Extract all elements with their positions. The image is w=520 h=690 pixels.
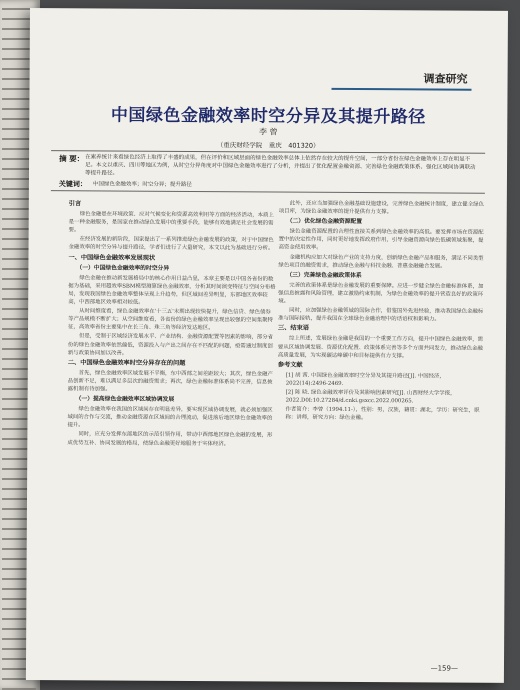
body-paragraph: 完善的政策体系是绿色金融发展的重要保障。应进一步健全绿色金融标准体系，加强信息披露和风险管理，建立激励约束机制，为绿色金融效率的提升营造良好的政策环境。 [278,282,484,305]
body-paragraph: 绿色金融资源配置的合理性直接关系到绿色金融效率的高低。要发挥市场在资源配置中的决定性作用，同时更好地发挥政府作用，引导金融资源向绿色低碳领域集聚，提高资金使用效率。 [278,228,484,252]
abstract-text: 在素养统计来看绿色经济上取得了丰盛的成果，但在评价和区域层面的绿色金融效率总体上依然存在较大的提升空间，一部分省份在绿色金融效率上存在明显不足。本文以重庆、四川等地区为例，从时空分异角度对中国绿色金融效率进行了分析，并提出了优化配置金融资源、完善绿色金融政策体系、强化区域间协调联动等提升路径。 [84,154,476,177]
body-paragraph: 从时间维度看，绿色金融效率在'十三五'末期出现较快提升，绿色信贷、绿色债券等产品规模不断扩大；从空间维度看，各省份的绿色金融效率呈现出较强的空间集聚特征，高效率省份主要集中在长三角、珠三角等经济发达地区。 [68,308,273,332]
body-paragraph: 首先，绿色金融效率区域发展不平衡，东中西部之间差距较大；其次，绿色金融产品创新不足，难以满足多层次的融资需求；再次，绿色金融标准体系尚不完善，信息披露机制有待加强。 [67,370,273,393]
body-paragraph: 此外，还应当加强绿色金融基础设施建设，完善绿色金融统计制度，建立健全绿色项目库，为绿色金融效率的提升提供有力支撑。 [278,200,484,216]
body-paragraph: 同时，应加强绿色金融领域的国际合作，借鉴国外先进经验，推动我国绿色金融标准与国际接轨，提升我国在全球绿色金融治理中的话语权和影响力。 [278,307,484,323]
body-paragraph: 在经济发展的新阶段，国家提出了一系列推进绿色金融发展的政策，对于中国绿色金融效率的时空分异与提升路径，学者们进行了大量研究，本文以此为基础进行分析。 [68,236,274,252]
keywords-text: 中国绿色金融效率；时空分异；提升路径 [92,181,192,188]
body-paragraph: 金融机构应加大对绿色产业的支持力度，创新绿色金融产品和服务，满足不同类型绿色项目的融资需求，推动绿色金融与科技金融、普惠金融融合发展。 [278,254,484,270]
subsection-heading: （一）中国绿色金融效率的时空分异 [76,264,170,272]
section-tag: 调查研究 [423,72,468,86]
section-heading: 引言 [68,200,82,208]
body-paragraph: 但是，受制于区域经济发展水平、产业结构、金融资源配置等因素的影响，部分省份的绿色金融效率依然偏低，资源投入与产出之间存在不匹配的问题，亟需通过制度创新与政策协同加以改善。 [67,333,274,357]
article-author: 李 曾 [258,127,278,137]
body-paragraph: 绿色金融是在环境政策、应对气候变化和资源高效利用等方面的经济活动，本质上是一种金融服务，是国家在推动绿色发展中的重要手段，能够有效地满足社会发展的需要。 [68,211,274,234]
left-column [67,198,277,449]
body-paragraph: 综上所述，发展绿色金融是我国的一个重要工作方向，提升中国绿色金融效率，需要从区域协调发展、资源优化配置、政策体系完善等多个方面共同发力，推动绿色金融高质量发展，为实现碳达峰碳中和目标提供有力支撑。 [277,335,484,359]
section-heading: 三、结束语 [278,324,310,333]
keywords-label: 关键词： [58,180,87,189]
page-number: —159— [430,664,458,673]
subsection-heading: （二）优化绿色金融资源配置 [286,218,363,226]
section-heading: 二、中国绿色金融效率时空分异存在的问题 [67,358,186,367]
body-paragraph: 同时，应充分发挥东部地区的示范引领作用，带动中西部地区绿色金融的发展，形成优势互补、协同发展的格局，使绿色金融更好地服务于实体经济。 [67,431,273,447]
subsection-heading: （一）提高绿色金融效率区域协调发展 [75,396,175,403]
abstract-bottom-rule [51,190,485,193]
author-affiliation: （重庆财经学院 重庆 401320） [216,141,320,150]
article-title: 中国绿色金融效率时空分异及其提升路径 [110,105,426,128]
right-column [277,200,486,425]
reference-item: [1] 胡 茜. 中国绿色金融效率时空分异及其提升路径[J]. 中国经济，2022(14):2496-2469. [285,372,445,387]
abstract-label: 摘 要： [59,154,85,164]
subsection-heading: （三）完善绿色金融政策体系 [286,272,362,279]
reference-item: [2] 陈 晓. 绿色金融效率评价及其影响因素研究[J]. 山西财经大学学报，2022.D0I:10.27284/d.cnki.gsxcc.2022.000265. [285,389,456,405]
section-heading: 一、中国绿色金融效率发展现状 [68,253,156,262]
journal-page [26,8,508,683]
reference-item: 作者简介：李曾（1994.11-），性别：男，汉族，籍贯：湖北，学历：研究生，职称：讲师，研究方向：绿色金融。 [285,406,480,422]
section-rule [332,88,472,90]
body-paragraph: 绿色金融效率在我国的区域间存在明显差异，要实现区域协调发展，就必须加强区域间的合作与交流，推动金融资源在区域间的合理流动，促进落后地区绿色金融效率的提升。 [67,406,273,429]
section-heading: 参考文献 [277,361,303,369]
body-paragraph: 绿色金融在推动新发展格局中的核心作用日益凸显，本章主要是以中国各省份的数据为基础，采用超效率SBM模型测算绿色金融效率，分析其时间演变特征与空间分布格局，发现我国绿色金融效率整体呈现上升趋势，但区域间差异明显，东部地区效率较高，中西部地区效率相对较低。 [68,275,276,306]
